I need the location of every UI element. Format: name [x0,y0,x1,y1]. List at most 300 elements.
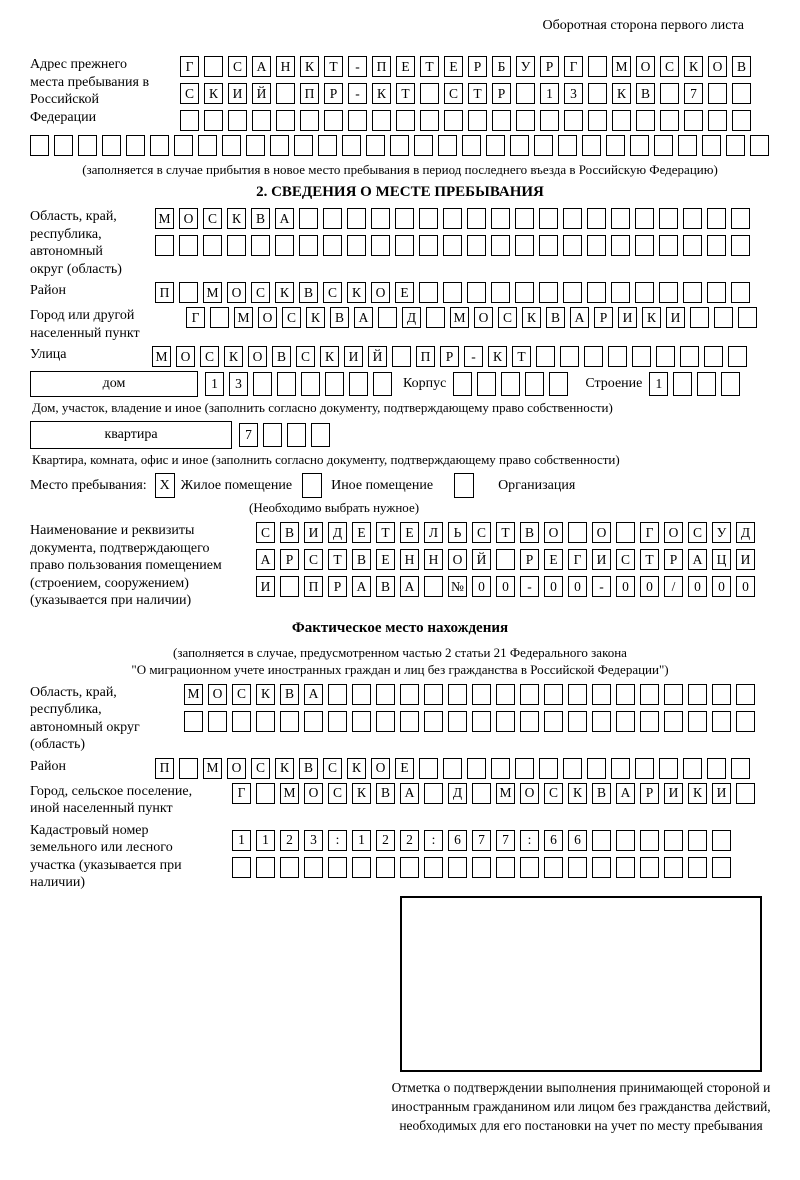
char-cell[interactable]: Г [180,56,199,77]
char-cell[interactable]: В [280,684,299,705]
char-cell[interactable] [736,684,755,705]
char-cell[interactable]: К [372,83,391,104]
char-cell[interactable]: К [300,56,319,77]
char-cell[interactable] [520,711,539,732]
char-cell[interactable]: Р [324,83,343,104]
char-cell[interactable] [419,758,438,779]
char-cell[interactable]: Г [564,56,583,77]
char-cell[interactable] [324,110,343,131]
char-cell[interactable] [592,684,611,705]
char-cell[interactable]: Р [328,576,347,597]
char-cell[interactable]: 3 [564,83,583,104]
char-cell[interactable]: М [203,758,222,779]
char-cell[interactable] [54,135,73,156]
char-cell[interactable]: К [488,346,507,367]
char-cell[interactable]: Т [496,522,515,543]
char-cell[interactable]: М [612,56,631,77]
char-cell[interactable] [736,711,755,732]
char-cell[interactable]: С [544,783,563,804]
char-cell[interactable]: М [280,783,299,804]
char-cell[interactable] [539,758,558,779]
char-cell[interactable] [558,135,577,156]
char-cell[interactable] [690,307,709,328]
char-cell[interactable]: Й [472,549,491,570]
char-cell[interactable]: 2 [280,830,299,851]
char-cell[interactable]: Л [424,522,443,543]
char-cell[interactable] [568,711,587,732]
char-cell[interactable]: Е [400,522,419,543]
char-cell[interactable] [654,135,673,156]
char-cell[interactable]: 0 [472,576,491,597]
char-cell[interactable]: 0 [640,576,659,597]
char-cell[interactable]: В [376,576,395,597]
char-cell[interactable] [702,135,721,156]
char-cell[interactable]: 1 [256,830,275,851]
char-cell[interactable]: Ь [448,522,467,543]
char-cell[interactable] [180,110,199,131]
char-cell[interactable]: В [352,549,371,570]
char-cell[interactable] [352,684,371,705]
char-cell[interactable] [256,857,275,878]
char-cell[interactable] [424,684,443,705]
char-cell[interactable] [323,208,342,229]
char-cell[interactable]: С [498,307,517,328]
char-cell[interactable] [251,235,270,256]
char-cell[interactable] [318,135,337,156]
char-cell[interactable] [174,135,193,156]
char-cell[interactable]: 3 [304,830,323,851]
char-cell[interactable] [472,711,491,732]
char-cell[interactable] [376,857,395,878]
char-cell[interactable] [352,711,371,732]
char-cell[interactable] [611,208,630,229]
char-cell[interactable]: Й [252,83,271,104]
char-cell[interactable]: Т [420,56,439,77]
char-cell[interactable]: В [376,783,395,804]
char-cell[interactable] [424,576,443,597]
char-cell[interactable] [443,208,462,229]
char-cell[interactable] [501,372,520,396]
char-cell[interactable] [684,110,703,131]
char-cell[interactable]: Й [368,346,387,367]
char-cell[interactable] [246,135,265,156]
char-cell[interactable]: К [224,346,243,367]
char-cell[interactable] [536,346,555,367]
char-cell[interactable] [203,235,222,256]
char-cell[interactable] [280,857,299,878]
char-cell[interactable]: А [400,576,419,597]
char-cell[interactable] [544,857,563,878]
char-cell[interactable]: Е [544,549,563,570]
char-cell[interactable] [704,346,723,367]
char-cell[interactable] [424,783,443,804]
char-cell[interactable]: С [203,208,222,229]
char-cell[interactable]: П [155,282,174,303]
char-cell[interactable]: И [228,83,247,104]
char-cell[interactable] [179,282,198,303]
char-cell[interactable]: Р [468,56,487,77]
char-cell[interactable] [587,235,606,256]
char-cell[interactable]: И [666,307,685,328]
char-cell[interactable]: С [323,282,342,303]
char-cell[interactable]: К [275,758,294,779]
char-cell[interactable] [707,235,726,256]
char-cell[interactable]: С [660,56,679,77]
char-cell[interactable] [287,423,306,447]
char-cell[interactable]: Р [280,549,299,570]
char-cell[interactable]: А [354,307,373,328]
char-cell[interactable] [728,346,747,367]
char-cell[interactable]: К [256,684,275,705]
char-cell[interactable] [395,235,414,256]
char-cell[interactable] [443,282,462,303]
char-cell[interactable]: П [155,758,174,779]
char-cell[interactable] [611,758,630,779]
char-cell[interactable] [462,135,481,156]
char-cell[interactable]: С [180,83,199,104]
char-cell[interactable]: Г [186,307,205,328]
char-cell[interactable]: Ц [712,549,731,570]
char-cell[interactable]: П [300,83,319,104]
char-cell[interactable]: О [371,282,390,303]
char-cell[interactable] [102,135,121,156]
char-cell[interactable] [664,711,683,732]
char-cell[interactable] [630,135,649,156]
char-cell[interactable]: В [251,208,270,229]
char-cell[interactable] [472,684,491,705]
char-cell[interactable]: О [520,783,539,804]
char-cell[interactable] [592,711,611,732]
char-cell[interactable]: О [544,522,563,543]
char-cell[interactable]: / [664,576,683,597]
char-cell[interactable] [373,372,392,396]
char-cell[interactable] [544,711,563,732]
char-cell[interactable]: А [304,684,323,705]
char-cell[interactable] [347,235,366,256]
char-cell[interactable] [708,110,727,131]
char-cell[interactable]: - [592,576,611,597]
char-cell[interactable] [592,857,611,878]
char-cell[interactable]: М [203,282,222,303]
char-cell[interactable]: М [234,307,253,328]
char-cell[interactable] [453,372,472,396]
char-cell[interactable] [378,307,397,328]
char-cell[interactable] [616,684,635,705]
char-cell[interactable]: К [306,307,325,328]
char-cell[interactable] [515,282,534,303]
char-cell[interactable]: К [347,282,366,303]
char-cell[interactable]: 1 [540,83,559,104]
char-cell[interactable] [544,684,563,705]
char-cell[interactable] [611,282,630,303]
char-cell[interactable] [468,110,487,131]
char-cell[interactable] [712,711,731,732]
char-cell[interactable] [515,758,534,779]
char-cell[interactable]: 6 [448,830,467,851]
char-cell[interactable] [232,711,251,732]
char-cell[interactable] [588,83,607,104]
char-cell[interactable] [721,372,740,396]
char-cell[interactable]: 1 [649,372,668,396]
char-cell[interactable] [276,83,295,104]
char-cell[interactable] [491,758,510,779]
char-cell[interactable] [496,549,515,570]
char-cell[interactable]: Н [424,549,443,570]
char-cell[interactable]: В [520,522,539,543]
char-cell[interactable] [376,684,395,705]
char-cell[interactable]: В [546,307,565,328]
char-cell[interactable]: О [636,56,655,77]
char-cell[interactable] [204,56,223,77]
char-cell[interactable] [563,282,582,303]
char-cell[interactable] [328,857,347,878]
char-cell[interactable] [256,783,275,804]
char-cell[interactable] [510,135,529,156]
char-cell[interactable]: : [520,830,539,851]
char-cell[interactable]: Г [640,522,659,543]
char-cell[interactable]: Р [492,83,511,104]
char-cell[interactable]: 7 [239,423,258,447]
char-cell[interactable] [419,208,438,229]
char-cell[interactable]: К [352,783,371,804]
char-cell[interactable]: А [570,307,589,328]
char-cell[interactable]: А [256,549,275,570]
char-cell[interactable] [539,282,558,303]
char-cell[interactable] [426,307,445,328]
char-cell[interactable]: С [200,346,219,367]
char-cell[interactable] [392,346,411,367]
char-cell[interactable]: И [344,346,363,367]
char-cell[interactable] [204,110,223,131]
char-cell[interactable]: А [616,783,635,804]
char-cell[interactable] [150,135,169,156]
char-cell[interactable] [731,208,750,229]
char-cell[interactable] [516,83,535,104]
checkbox-other-premises[interactable] [302,473,322,498]
char-cell[interactable] [659,282,678,303]
char-cell[interactable]: 0 [712,576,731,597]
char-cell[interactable]: В [272,346,291,367]
char-cell[interactable] [222,135,241,156]
char-cell[interactable]: К [612,83,631,104]
char-cell[interactable]: И [736,549,755,570]
char-cell[interactable] [683,208,702,229]
char-cell[interactable]: О [371,758,390,779]
char-cell[interactable] [688,711,707,732]
char-cell[interactable] [276,110,295,131]
char-cell[interactable]: С [282,307,301,328]
char-cell[interactable]: Д [736,522,755,543]
char-cell[interactable] [640,830,659,851]
char-cell[interactable] [635,758,654,779]
char-cell[interactable]: О [592,522,611,543]
char-cell[interactable] [300,110,319,131]
char-cell[interactable] [277,372,296,396]
char-cell[interactable]: К [275,282,294,303]
char-cell[interactable] [640,857,659,878]
char-cell[interactable]: О [208,684,227,705]
char-cell[interactable] [549,372,568,396]
char-cell[interactable] [616,711,635,732]
char-cell[interactable] [635,235,654,256]
char-cell[interactable] [731,235,750,256]
char-cell[interactable] [376,711,395,732]
char-cell[interactable]: № [448,576,467,597]
char-cell[interactable]: Е [444,56,463,77]
char-cell[interactable] [348,110,367,131]
char-cell[interactable]: О [448,549,467,570]
char-cell[interactable] [688,857,707,878]
char-cell[interactable] [712,857,731,878]
char-cell[interactable]: 0 [568,576,587,597]
char-cell[interactable] [467,235,486,256]
char-cell[interactable] [467,208,486,229]
char-cell[interactable]: С [616,549,635,570]
char-cell[interactable] [732,110,751,131]
char-cell[interactable] [587,282,606,303]
char-cell[interactable]: О [258,307,277,328]
char-cell[interactable] [568,857,587,878]
char-cell[interactable] [520,857,539,878]
char-cell[interactable] [400,857,419,878]
char-cell[interactable] [707,282,726,303]
char-cell[interactable] [30,135,49,156]
char-cell[interactable] [352,857,371,878]
char-cell[interactable] [516,110,535,131]
char-cell[interactable] [731,758,750,779]
char-cell[interactable]: С [251,282,270,303]
char-cell[interactable] [414,135,433,156]
char-cell[interactable] [726,135,745,156]
char-cell[interactable] [534,135,553,156]
char-cell[interactable]: С [444,83,463,104]
char-cell[interactable] [227,235,246,256]
char-cell[interactable]: О [248,346,267,367]
char-cell[interactable] [587,758,606,779]
char-cell[interactable]: С [688,522,707,543]
char-cell[interactable]: К [568,783,587,804]
char-cell[interactable]: Р [594,307,613,328]
char-cell[interactable]: Г [568,549,587,570]
char-cell[interactable] [563,235,582,256]
char-cell[interactable] [582,135,601,156]
char-cell[interactable]: Д [448,783,467,804]
char-cell[interactable]: : [328,830,347,851]
char-cell[interactable] [184,711,203,732]
char-cell[interactable] [564,110,583,131]
char-cell[interactable]: - [348,56,367,77]
char-cell[interactable]: И [256,576,275,597]
char-cell[interactable] [228,110,247,131]
char-cell[interactable]: 6 [568,830,587,851]
char-cell[interactable] [659,208,678,229]
char-cell[interactable]: Р [540,56,559,77]
char-cell[interactable] [750,135,769,156]
char-cell[interactable]: Т [640,549,659,570]
char-cell[interactable] [683,282,702,303]
char-cell[interactable] [443,235,462,256]
char-cell[interactable] [467,758,486,779]
char-cell[interactable]: В [299,758,318,779]
char-cell[interactable]: У [712,522,731,543]
char-cell[interactable]: О [179,208,198,229]
char-cell[interactable]: - [464,346,483,367]
char-cell[interactable]: 0 [736,576,755,597]
char-cell[interactable]: Т [324,56,343,77]
char-cell[interactable]: А [275,208,294,229]
char-cell[interactable]: О [227,282,246,303]
char-cell[interactable] [678,135,697,156]
char-cell[interactable] [616,522,635,543]
char-cell[interactable] [371,235,390,256]
char-cell[interactable] [714,307,733,328]
char-cell[interactable]: В [636,83,655,104]
char-cell[interactable]: 0 [616,576,635,597]
char-cell[interactable] [608,346,627,367]
char-cell[interactable]: 7 [472,830,491,851]
char-cell[interactable] [400,684,419,705]
char-cell[interactable] [256,711,275,732]
char-cell[interactable] [486,135,505,156]
char-cell[interactable]: О [227,758,246,779]
char-cell[interactable] [683,235,702,256]
char-cell[interactable] [656,346,675,367]
char-cell[interactable]: С [296,346,315,367]
char-cell[interactable]: К [347,758,366,779]
char-cell[interactable] [328,711,347,732]
char-cell[interactable]: В [330,307,349,328]
char-cell[interactable]: Е [395,282,414,303]
char-cell[interactable]: Е [395,758,414,779]
char-cell[interactable] [301,372,320,396]
char-cell[interactable]: М [450,307,469,328]
char-cell[interactable] [208,711,227,732]
char-cell[interactable] [640,711,659,732]
char-cell[interactable]: Т [376,522,395,543]
char-cell[interactable]: Д [328,522,347,543]
char-cell[interactable] [697,372,716,396]
char-cell[interactable] [395,208,414,229]
char-cell[interactable] [371,208,390,229]
char-cell[interactable] [588,110,607,131]
char-cell[interactable] [448,711,467,732]
char-cell[interactable]: Б [492,56,511,77]
checkbox-organization[interactable] [454,473,474,498]
char-cell[interactable]: О [664,522,683,543]
char-cell[interactable]: О [474,307,493,328]
char-cell[interactable] [304,857,323,878]
char-cell[interactable] [738,307,757,328]
char-cell[interactable] [636,110,655,131]
char-cell[interactable]: Г [232,783,251,804]
char-cell[interactable]: И [592,549,611,570]
char-cell[interactable] [707,208,726,229]
char-cell[interactable] [472,783,491,804]
char-cell[interactable] [420,110,439,131]
char-cell[interactable] [366,135,385,156]
char-cell[interactable] [491,235,510,256]
char-cell[interactable] [515,208,534,229]
char-cell[interactable] [294,135,313,156]
char-cell[interactable]: И [304,522,323,543]
char-cell[interactable]: М [155,208,174,229]
char-cell[interactable] [252,110,271,131]
char-cell[interactable] [299,235,318,256]
char-cell[interactable]: Р [440,346,459,367]
char-cell[interactable] [325,372,344,396]
char-cell[interactable] [349,372,368,396]
char-cell[interactable] [372,110,391,131]
